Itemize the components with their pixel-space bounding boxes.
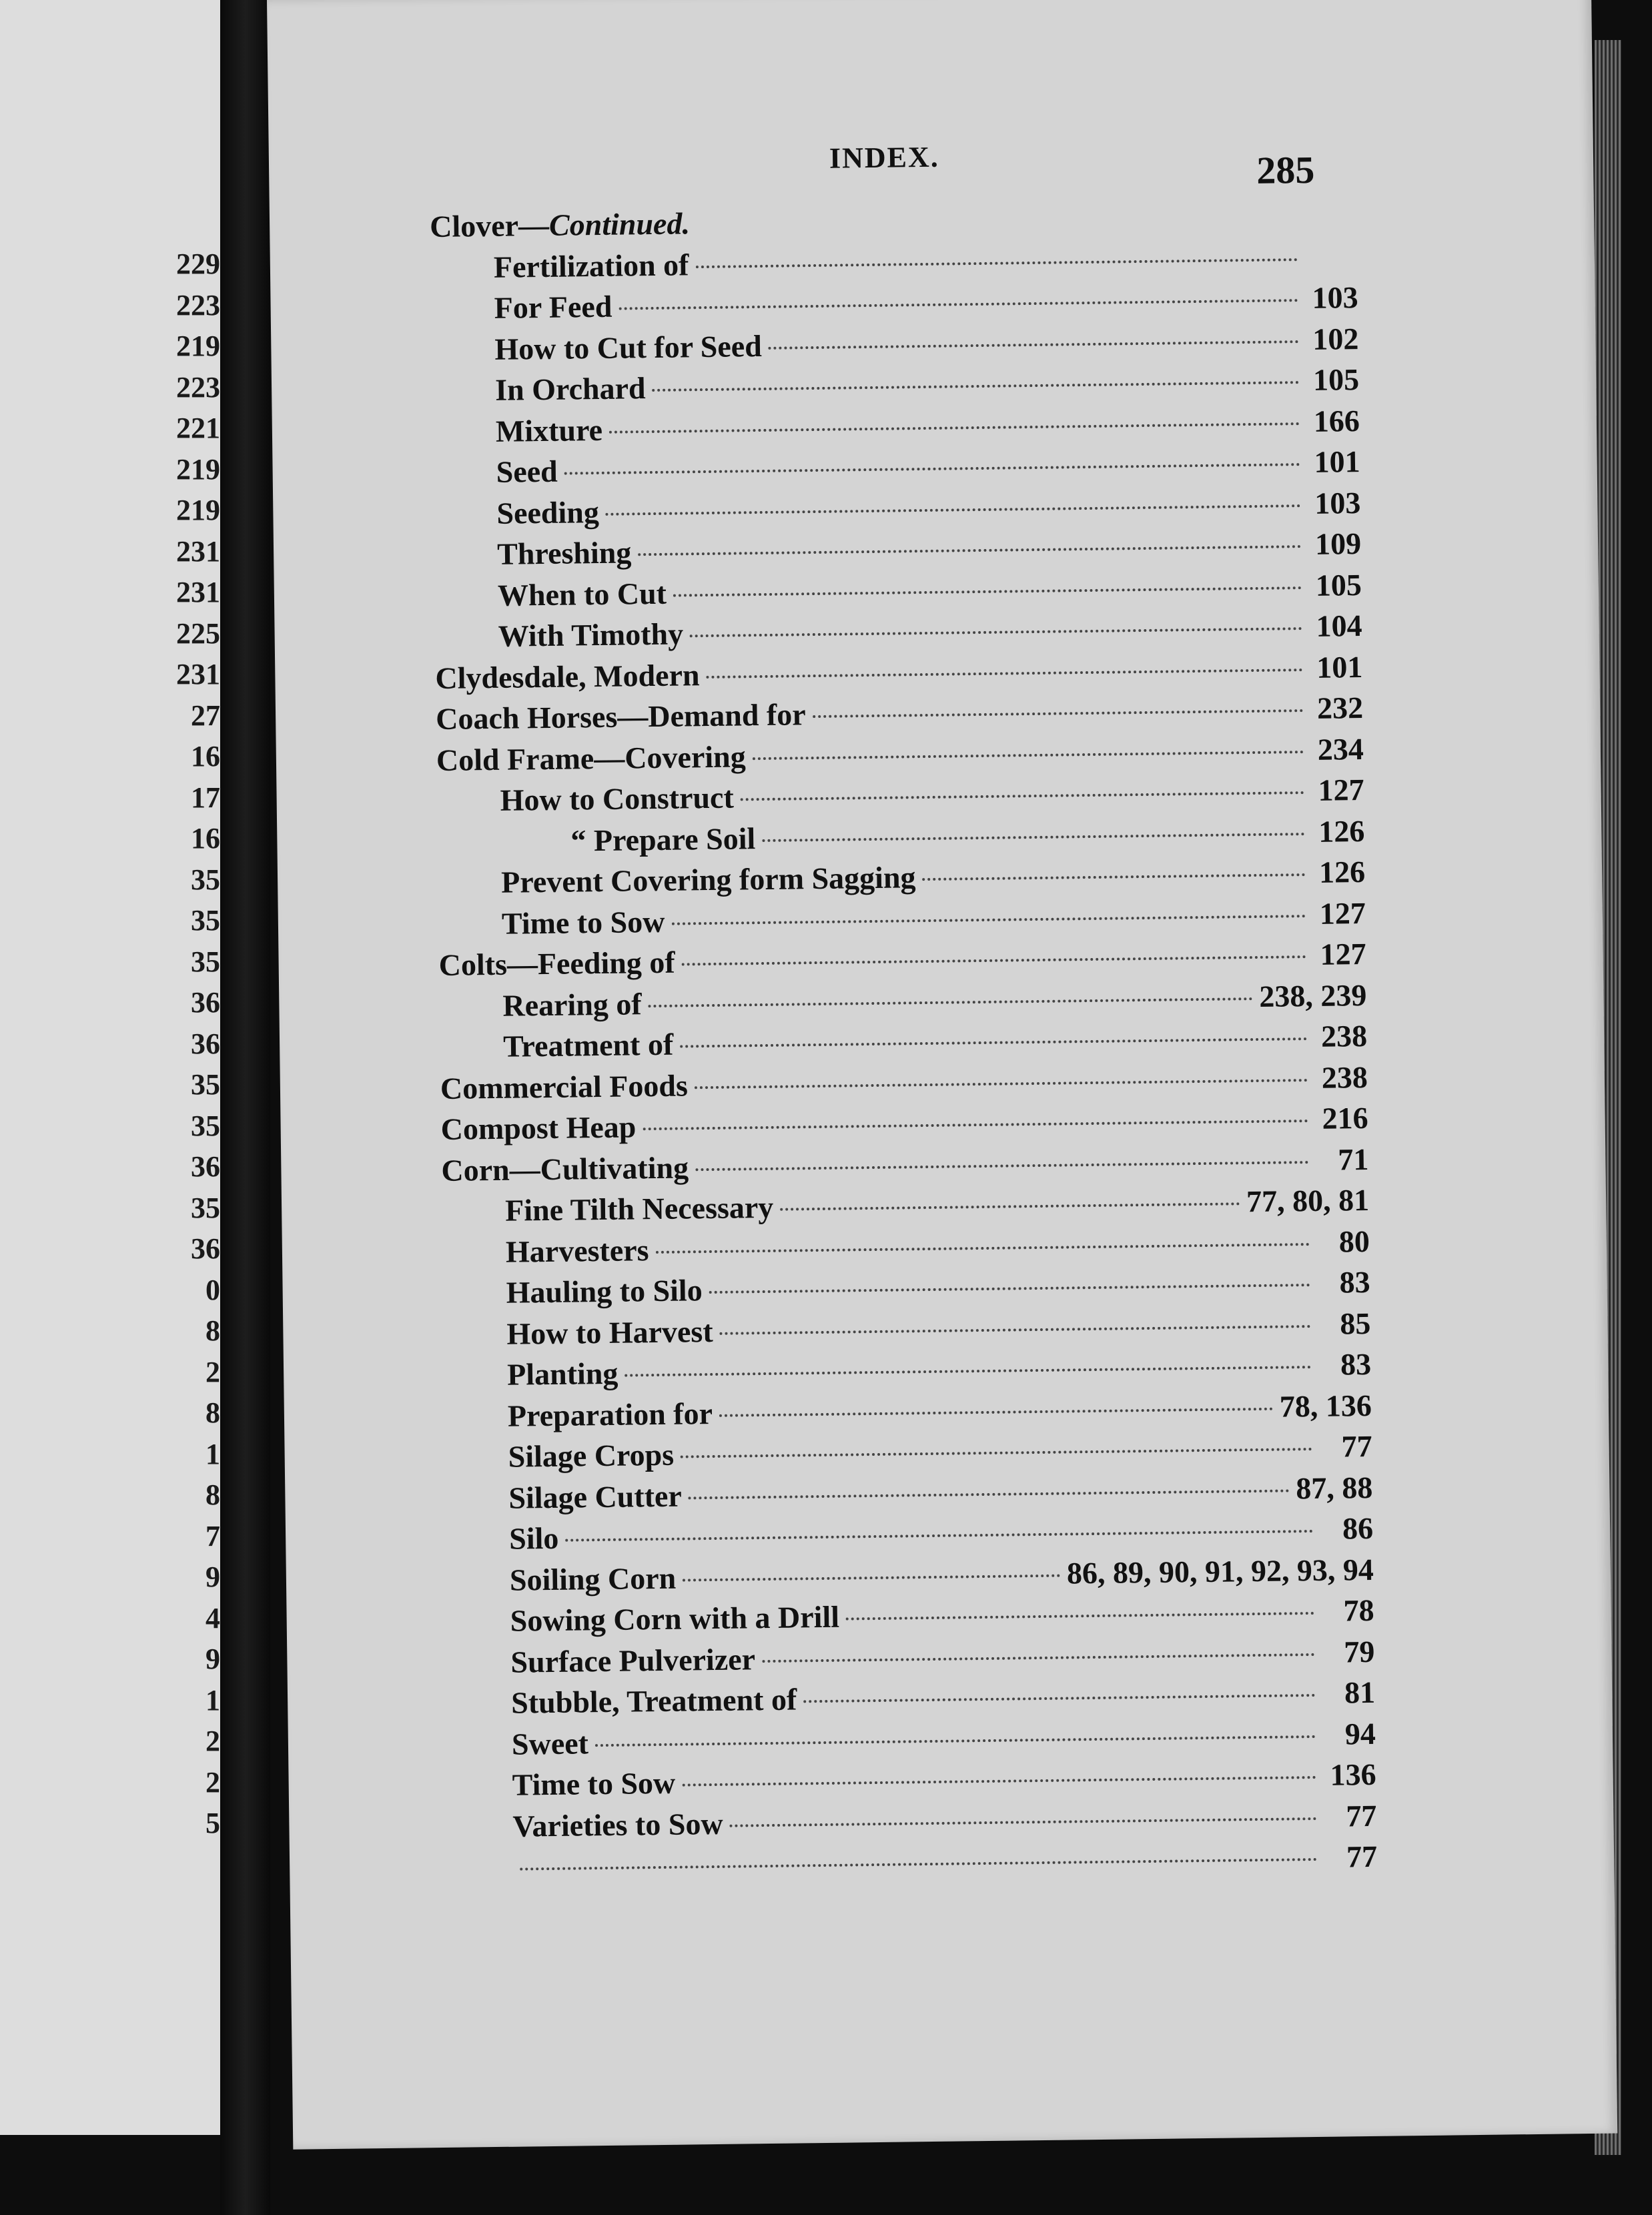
dot-leader: [695, 258, 1297, 268]
dot-leader: [769, 340, 1299, 350]
dot-leader: [762, 833, 1304, 842]
entry-pages: 77: [1346, 1839, 1378, 1874]
entry-pages: 126: [1318, 854, 1366, 889]
left-page-number: 0: [205, 1273, 220, 1306]
entry-pages: 101: [1316, 649, 1363, 685]
entry-pages: 102: [1312, 321, 1359, 356]
entry-label: How to Harvest: [506, 1314, 713, 1351]
entry-label: Compost Heap: [440, 1110, 637, 1146]
entry-pages: 127: [1320, 936, 1366, 971]
dot-leader: [846, 1612, 1314, 1621]
dot-leader: [653, 381, 1300, 392]
dot-leader: [680, 1037, 1307, 1047]
entry-pages: 126: [1318, 813, 1365, 849]
left-facing-page: [0, 0, 224, 2135]
dot-leader: [618, 299, 1298, 310]
left-page-number: 36: [191, 1232, 220, 1265]
left-page-number: 16: [191, 740, 220, 773]
left-page-number: 2: [205, 1725, 220, 1757]
entry-label: Fertilization of: [493, 247, 689, 284]
dot-leader: [813, 709, 1303, 718]
entry-label: In Orchard: [494, 371, 646, 407]
entry-label: Treatment of: [502, 1027, 674, 1063]
entry-label: Hauling to Silo: [506, 1273, 703, 1310]
entry-label: Time to Sow: [512, 1765, 676, 1802]
left-page-number: 9: [205, 1561, 220, 1593]
entry-pages: 103: [1314, 485, 1361, 520]
dot-leader: [681, 1448, 1312, 1458]
entry-label: How to Cut for Seed: [494, 328, 763, 366]
entry-label: Commercial Foods: [440, 1067, 689, 1105]
left-page-number: 219: [176, 494, 220, 526]
entry-label: Coach Horses—Demand for: [435, 697, 806, 736]
entry-pages: 83: [1340, 1346, 1372, 1382]
left-page-number: 8: [205, 1478, 220, 1511]
entry-pages: 105: [1315, 567, 1362, 602]
left-page-number: 4: [205, 1601, 220, 1635]
left-page-number: 5: [205, 1807, 220, 1839]
entry-heading-suffix: Continued.: [548, 206, 691, 242]
entry-label: Seeding: [496, 494, 600, 530]
left-page-number: 219: [176, 452, 220, 486]
left-page-number: 219: [176, 330, 220, 362]
entry-pages: 77, 80, 81: [1246, 1182, 1370, 1219]
dot-leader: [649, 997, 1253, 1007]
dot-leader: [730, 1817, 1317, 1827]
entry-label: For Feed: [494, 289, 612, 325]
dot-leader: [520, 1858, 1317, 1871]
entry-pages: 238: [1320, 1018, 1368, 1053]
entry-pages: [1304, 267, 1358, 268]
left-page-number: 35: [191, 1068, 220, 1101]
entry-label: Silo: [508, 1520, 559, 1556]
entry-pages: 85: [1340, 1306, 1371, 1340]
entry-label: Fine Tilth Necessary: [504, 1190, 774, 1228]
left-page-number: 35: [191, 1109, 220, 1142]
left-page-number: 229: [176, 248, 220, 280]
entry-label: Silage Cutter: [508, 1478, 683, 1515]
left-page-number: 35: [191, 904, 220, 937]
dot-leader: [922, 873, 1305, 881]
dot-leader: [709, 1284, 1310, 1294]
dot-leader: [780, 1202, 1240, 1210]
dot-leader: [762, 1653, 1314, 1662]
left-page-number: 9: [205, 1643, 220, 1675]
left-page-number: 231: [176, 534, 220, 568]
dot-leader: [720, 1325, 1311, 1335]
entry-pages: 87, 88: [1296, 1470, 1373, 1505]
left-page-number: 223: [176, 288, 220, 322]
entry-pages: 101: [1314, 444, 1360, 479]
left-page-number: 1: [205, 1437, 220, 1470]
dot-leader: [564, 463, 1300, 474]
dot-leader: [609, 422, 1300, 434]
left-page-number: 36: [191, 1150, 220, 1183]
entry-label: Corn—Cultivating: [441, 1150, 689, 1188]
dot-leader: [690, 627, 1302, 637]
dot-leader: [643, 1120, 1308, 1130]
left-page-number: 7: [205, 1519, 220, 1553]
page-number: 285: [1256, 147, 1315, 192]
left-page-number: 231: [176, 658, 220, 691]
index-page: [267, 0, 1617, 2150]
left-page-number: 16: [191, 822, 220, 855]
entry-pages: 83: [1339, 1264, 1370, 1300]
index-list: [430, 195, 1378, 1888]
entry-pages: 232: [1316, 691, 1364, 725]
entry-label: Rearing of: [502, 986, 642, 1023]
dot-leader: [803, 1694, 1315, 1703]
entry-pages: 86, 89, 90, 91, 92, 93, 94: [1066, 1552, 1374, 1591]
entry-label: Seed: [496, 454, 558, 489]
dot-leader: [695, 1161, 1308, 1171]
entry-pages: 103: [1312, 280, 1358, 315]
entry-label: Planting: [506, 1356, 618, 1392]
entry-label: Soiling Corn: [509, 1561, 677, 1597]
entry-pages: 238: [1321, 1059, 1368, 1095]
dot-leader: [606, 504, 1301, 516]
left-page-number: 8: [205, 1314, 220, 1347]
entry-pages: 81: [1344, 1675, 1376, 1710]
dot-leader: [671, 915, 1305, 925]
book-gutter: [220, 0, 270, 2215]
dot-leader: [656, 1243, 1310, 1254]
dot-leader: [625, 1366, 1311, 1377]
dot-leader: [689, 1489, 1290, 1499]
left-page-number: 225: [176, 616, 220, 650]
left-page-number: 2: [205, 1765, 220, 1799]
left-page-number: 36: [191, 1027, 220, 1060]
entry-label: Time to Sow: [501, 904, 665, 941]
entry-pages: 78, 136: [1279, 1388, 1372, 1424]
entry-pages: 71: [1338, 1142, 1369, 1177]
entry-pages: 77: [1341, 1428, 1372, 1464]
left-page-number: 8: [205, 1396, 220, 1429]
entry-label: Sowing Corn with a Drill: [510, 1599, 840, 1638]
left-page-number: 35: [191, 863, 220, 896]
entry-pages: 80: [1338, 1224, 1370, 1259]
entry-heading-text: Clover—: [429, 207, 550, 244]
dot-leader: [719, 1407, 1273, 1416]
entry-label: “ Prepare Soil: [570, 821, 756, 858]
dot-leader: [707, 669, 1303, 679]
entry-label: Cold Frame—Covering: [436, 739, 746, 777]
entry-label: Sweet: [511, 1725, 589, 1761]
dot-leader: [683, 1574, 1060, 1581]
entry-heading: [430, 203, 690, 247]
entry-label: Mixture: [495, 412, 603, 448]
left-page-number: 35: [191, 945, 220, 978]
dot-leader: [565, 1530, 1313, 1542]
left-page-number: 1: [205, 1683, 220, 1717]
left-page-number: 223: [176, 370, 220, 404]
dot-leader: [673, 586, 1302, 597]
entry-pages: 109: [1314, 526, 1362, 561]
entry-pages: 86: [1342, 1510, 1374, 1546]
dot-leader: [638, 545, 1301, 556]
entry-pages: 127: [1319, 895, 1366, 931]
left-page-number: 27: [191, 699, 220, 732]
entry-label: Stubble, Treatment of: [510, 1682, 797, 1720]
left-page-number: 35: [191, 1191, 220, 1224]
entry-pages: 127: [1318, 772, 1364, 807]
dot-leader: [753, 751, 1304, 760]
entry-pages: 136: [1330, 1757, 1376, 1792]
dot-leader: [682, 1776, 1316, 1787]
entry-label: Threshing: [496, 535, 632, 571]
entry-label: Varieties to Sow: [512, 1806, 723, 1843]
page-title: INDEX.: [829, 140, 940, 175]
entry-label: With Timothy: [498, 616, 684, 653]
left-page-number: 221: [176, 412, 220, 444]
entry-label: Harvesters: [505, 1232, 649, 1269]
entry-pages: 77: [1346, 1798, 1377, 1833]
left-page-number: 2: [205, 1355, 220, 1388]
left-page-number: 17: [191, 781, 220, 814]
entry-label: Surface Pulverizer: [510, 1641, 756, 1679]
dot-leader: [741, 791, 1304, 801]
entry-label: How to Construct: [500, 780, 735, 817]
entry-label: Silage Crops: [508, 1437, 675, 1474]
left-page-number: 36: [191, 986, 220, 1019]
dot-leader: [595, 1735, 1316, 1746]
dot-leader: [682, 955, 1306, 965]
entry-pages: 166: [1313, 403, 1360, 438]
entry-pages: 104: [1316, 608, 1362, 643]
left-page-number: 231: [176, 576, 220, 608]
entry-pages: 78: [1343, 1593, 1374, 1628]
entry-pages: 238, 239: [1259, 977, 1367, 1013]
entry-label: Prevent Covering form Sagging: [500, 860, 916, 899]
entry-label: Clydesdale, Modern: [435, 657, 700, 695]
entry-pages: 79: [1344, 1634, 1375, 1669]
entry-label: Preparation for: [507, 1396, 713, 1433]
entry-pages: 94: [1344, 1716, 1376, 1751]
entry-pages: 216: [1322, 1100, 1368, 1136]
dot-leader: [695, 1079, 1308, 1089]
entry-label: When to Cut: [497, 576, 667, 612]
entry-label: Colts—Feeding of: [438, 945, 675, 982]
entry-pages: 234: [1317, 731, 1364, 767]
entry-pages: 105: [1312, 362, 1360, 397]
left-page-numbers: [133, 244, 220, 1844]
